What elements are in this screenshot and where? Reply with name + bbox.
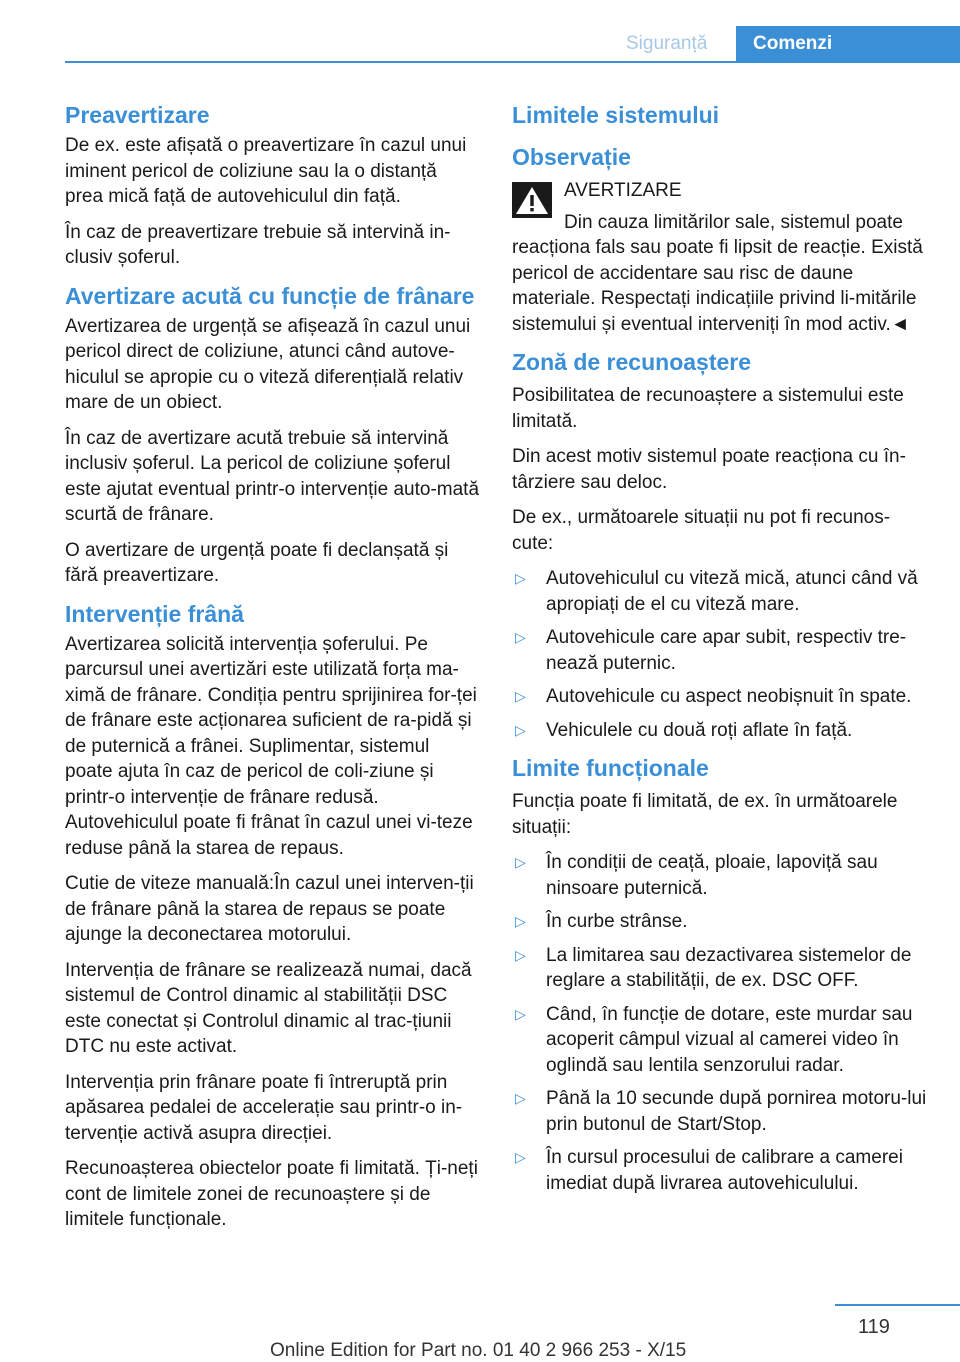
header-rule bbox=[65, 61, 960, 63]
section-observatie bbox=[512, 142, 927, 337]
list-item bbox=[512, 718, 927, 744]
list-item bbox=[512, 943, 927, 994]
list-item-text: La limitarea sau dezactivarea sistemelor de reglare a stabilității, de ex. DSC OFF. bbox=[546, 944, 912, 991]
header-tab-comenzi: Comenzi bbox=[736, 26, 960, 62]
right-column bbox=[512, 100, 927, 1206]
list-item-text: În condiții de ceață, ploaie, lapoviță sau ninsoare puternică. bbox=[546, 852, 878, 899]
list-item bbox=[512, 566, 927, 617]
footer-edition: Online Edition for Part no. 01 40 2 966 253 - X/15 bbox=[270, 1340, 687, 1361]
warning-box bbox=[512, 178, 927, 337]
paragraph: De ex. este afișată o preavertizare în cazul unui iminent pericol de coliziune sau la o distanță prea mică față de autovehiculul din față. bbox=[65, 135, 467, 207]
list-item-text: Autovehicule care apar subit, respectiv tre-nează puternic. bbox=[546, 627, 907, 674]
list-item-text: Autovehiculul cu viteză mică, atunci când vă apropiați de el cu viteză mare. bbox=[546, 568, 918, 615]
list-item bbox=[512, 625, 927, 676]
list-item bbox=[512, 684, 927, 710]
warning-heading: AVERTIZARE bbox=[564, 180, 682, 201]
paragraph: Funcția poate fi limitată, de ex. în următoarele situații: bbox=[512, 791, 898, 838]
paragraph: Cutie de viteze manuală:În cazul unei interven-ții de frânare până la starea de repaus se poate ajunge la deconectarea motorului. bbox=[65, 873, 474, 945]
bullet-triangle-icon: ▷ bbox=[515, 688, 526, 704]
heading-preavertizare: Preavertizare bbox=[65, 102, 210, 128]
paragraph: Avertizarea de urgență se afișează în cazul unui pericol direct de coliziune, atunci când autove-hiculul se apropie cu o viteză diferențială relativ mare de un obiect. bbox=[65, 315, 471, 413]
section-interventie-frana bbox=[65, 599, 480, 1233]
section-limite-functionale bbox=[512, 753, 927, 1196]
bullet-triangle-icon: ▷ bbox=[515, 1005, 526, 1022]
warning-triangle-icon bbox=[512, 182, 552, 218]
section-preavertizare bbox=[65, 100, 480, 271]
list-limits bbox=[512, 850, 927, 1196]
heading-zona-recunoastere: Zonă de recunoaștere bbox=[512, 349, 752, 375]
paragraph: Recunoașterea obiectelor poate fi limitată. Ți-neți cont de limitele zonei de recunoaștere și de limitele funcționale. bbox=[65, 1158, 478, 1230]
list-item-text: Când, în funcție de dotare, este murdar sau acoperit câmpul vizual al camerei video în oglindă sau lentila senzorului radar. bbox=[546, 1003, 913, 1076]
heading-limitele-sistemului: Limitele sistemului bbox=[512, 102, 720, 128]
left-column bbox=[65, 100, 480, 1243]
list-item-text: În curbe strânse. bbox=[546, 911, 688, 932]
list-unrecognized bbox=[512, 566, 927, 743]
bullet-triangle-icon: ▷ bbox=[515, 913, 526, 929]
heading-limite-functionale: Limite funcționale bbox=[512, 755, 709, 781]
list-item bbox=[512, 850, 927, 901]
heading-avertizare-acuta: Avertizare acută cu funcție de frânare bbox=[65, 282, 475, 309]
footer-rule bbox=[835, 1304, 960, 1306]
paragraph: O avertizare de urgență poate fi declanșată și fără preavertizare. bbox=[65, 539, 449, 586]
paragraph: Intervenția de frânare se realizează numai, dacă sistemul de Control dinamic al stabilității DSC este conectat și Controlul dinamic al trac-țiunii DTC nu este activat. bbox=[65, 959, 472, 1057]
bullet-triangle-icon: ▷ bbox=[515, 1090, 526, 1106]
bullet-triangle-icon: ▷ bbox=[515, 629, 526, 645]
paragraph: Din acest motiv sistemul poate reacționa cu în-târziere sau deloc. bbox=[512, 446, 906, 493]
section-avertizare-acuta bbox=[65, 281, 480, 589]
bullet-triangle-icon: ▷ bbox=[515, 946, 526, 963]
list-item bbox=[512, 1145, 927, 1196]
list-item-text: Autovehicule cu aspect neobișnuit în spate. bbox=[546, 686, 912, 707]
list-item bbox=[512, 909, 927, 935]
warning-body: Din cauza limitărilor sale, sistemul poate reacționa fals sau poate fi lipsit de reacție. Există pericol de accidentare sau risc de daune materiale. Respectați indicațiile privind li-mitările sistemului și eventual interveniți în mod activ.◄ bbox=[512, 211, 923, 335]
paragraph: De ex., următoarele situații nu pot fi recunos-cute: bbox=[512, 507, 891, 554]
page-number: 119 bbox=[858, 1316, 890, 1338]
bullet-triangle-icon: ▷ bbox=[515, 854, 526, 870]
paragraph: În caz de avertizare acută trebuie să intervină inclusiv șoferul. La pericol de coliziune șoferul este ajutat eventual printr-o intervenție auto-mată scurtă de frânare. bbox=[65, 427, 480, 525]
paragraph: Avertizarea solicită intervenția șoferului. Pe parcursul unei avertizări este utilizată forța ma-ximă de frânare. Condiția pentru sprijinirea for-ței de frânare este acționarea suficient de ra-pidă și de puternică a frânei. Suplimentar, sistemul poate ajuta în caz de pericol de coli-ziune și printr-o intervenție de frânare redusă. Autovehiculul poate fi frânat în cazul unei vi-teze reduse până la starea de repaus. bbox=[65, 633, 477, 859]
bullet-triangle-icon: ▷ bbox=[515, 721, 526, 738]
section-zona-recunoastere bbox=[512, 347, 927, 743]
bullet-triangle-icon: ▷ bbox=[515, 1149, 526, 1165]
list-item-text: Până la 10 secunde după pornirea motoru-lui prin butonul de Start/Stop. bbox=[546, 1088, 927, 1135]
list-item bbox=[512, 1002, 927, 1079]
list-item bbox=[512, 1086, 927, 1137]
list-item-text: Vehiculele cu două roți aflate în față. bbox=[546, 719, 853, 741]
paragraph: În caz de preavertizare trebuie să intervină in-clusiv șoferul. bbox=[65, 221, 451, 268]
list-item-text: În cursul procesului de calibrare a camerei imediat după livrarea autovehiculului. bbox=[546, 1147, 903, 1194]
header-tab-siguranta: Siguranță bbox=[626, 33, 708, 54]
paragraph: Posibilitatea de recunoaștere a sistemului este limitată. bbox=[512, 385, 904, 432]
bullet-triangle-icon: ▷ bbox=[515, 570, 526, 586]
heading-interventie-frana: Intervenție frână bbox=[65, 600, 244, 627]
heading-observatie: Observație bbox=[512, 144, 631, 170]
paragraph: Intervenția prin frânare poate fi întreruptă prin apăsarea pedalei de accelerație sau printr-o in-tervenție activă asupra direcției. bbox=[65, 1071, 463, 1144]
